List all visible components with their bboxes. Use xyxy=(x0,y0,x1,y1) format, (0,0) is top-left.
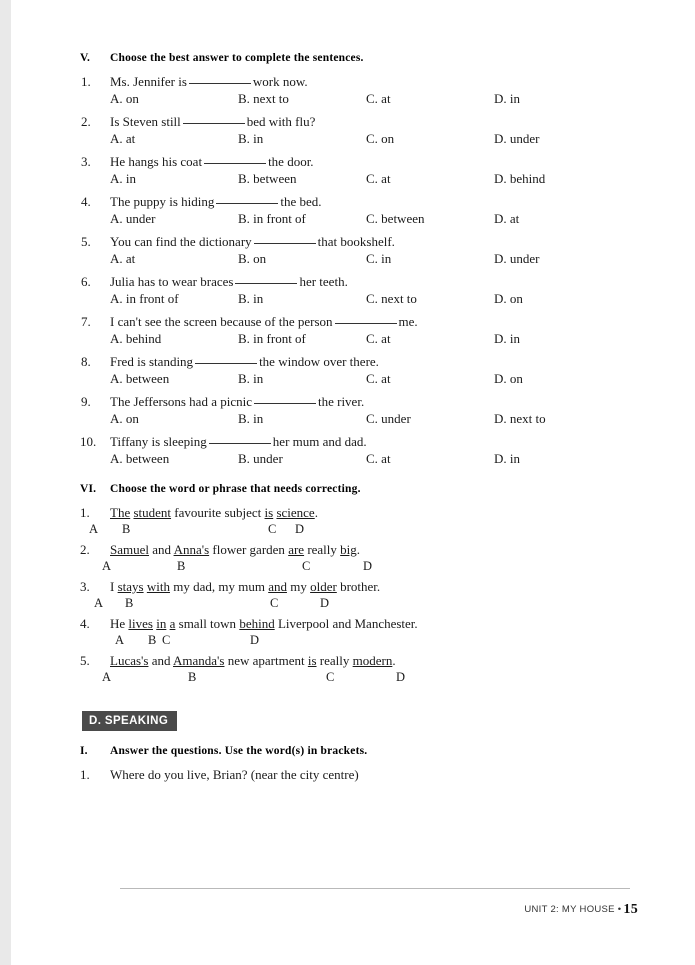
question-post: bed with flu? xyxy=(246,114,316,129)
plain-text: . xyxy=(392,653,396,668)
option-a[interactable]: A. behind xyxy=(110,331,162,346)
plain-text: my dad, my mum xyxy=(169,579,269,594)
section-heading-d-i xyxy=(80,745,640,757)
answer-blank[interactable] xyxy=(195,363,257,364)
option-d[interactable]: D. next to xyxy=(494,411,546,426)
section-number: V. xyxy=(80,52,91,64)
option-b[interactable]: B. on xyxy=(238,251,267,266)
choice-label-d[interactable]: D xyxy=(320,596,330,610)
question-text: Where do you live, Brian? (near the city centre) xyxy=(110,767,359,782)
option-a[interactable]: A. at xyxy=(110,131,136,146)
correction-labels xyxy=(80,633,640,649)
choice-label-b[interactable]: B xyxy=(177,559,186,573)
answer-blank[interactable] xyxy=(254,243,316,244)
option-d[interactable]: D. under xyxy=(494,131,540,146)
option-d[interactable]: D. under xyxy=(494,251,540,266)
choice-label-b[interactable]: B xyxy=(122,522,131,536)
correction-item xyxy=(80,652,640,686)
option-a[interactable]: A. in front of xyxy=(110,291,179,306)
option-b[interactable]: B. next to xyxy=(238,91,289,106)
option-b[interactable]: B. in xyxy=(238,291,264,306)
option-d[interactable]: D. in xyxy=(494,451,520,466)
option-c[interactable]: C. on xyxy=(366,131,395,146)
option-d[interactable]: D. in xyxy=(494,91,520,106)
option-c[interactable]: C. next to xyxy=(366,291,417,306)
underlined-choice[interactable]: is xyxy=(307,653,317,668)
correction-item xyxy=(80,615,640,649)
option-d[interactable]: D. on xyxy=(494,291,523,306)
question-item xyxy=(80,113,640,147)
question-post: the door. xyxy=(268,154,314,169)
option-d[interactable]: D. behind xyxy=(494,171,546,186)
footer-unit-label: UNIT 2: MY HOUSE • xyxy=(524,904,622,915)
section-banner-speaking: D. SPEAKING xyxy=(82,711,177,731)
option-b[interactable]: B. in front of xyxy=(238,211,306,226)
choice-label-d[interactable]: D xyxy=(250,633,260,647)
underlined-choice[interactable]: Anna's xyxy=(173,542,210,557)
option-row xyxy=(80,410,640,427)
option-d[interactable]: D. at xyxy=(494,211,520,226)
question-item xyxy=(80,433,640,467)
option-a[interactable]: A. in xyxy=(110,171,136,186)
choice-label-d[interactable]: D xyxy=(363,559,373,573)
underlined-choice[interactable]: Samuel xyxy=(110,542,149,557)
page-number: 15 xyxy=(623,902,638,917)
question-pre: Ms. Jennifer is xyxy=(110,74,187,89)
correction-sentence xyxy=(110,541,640,559)
option-a[interactable]: A. under xyxy=(110,211,156,226)
section-heading-vi xyxy=(80,483,640,495)
plain-text: Liverpool and Manchester. xyxy=(274,616,418,631)
question-text xyxy=(110,433,640,450)
question-number: 8. xyxy=(81,354,91,369)
underlined-choice[interactable]: are xyxy=(288,542,305,557)
option-c[interactable]: C. at xyxy=(366,331,391,346)
underlined-choice[interactable]: Lucas's xyxy=(110,653,149,668)
option-c[interactable]: C. in xyxy=(366,251,392,266)
question-number: 5. xyxy=(81,234,91,249)
choice-label-b[interactable]: B xyxy=(188,670,197,684)
option-b[interactable]: B. in xyxy=(238,411,264,426)
option-d[interactable]: D. on xyxy=(494,371,523,386)
question-number: 7. xyxy=(81,314,91,329)
choice-label-b[interactable]: B xyxy=(148,633,157,647)
page-content xyxy=(80,52,640,784)
option-c[interactable]: C. under xyxy=(366,411,411,426)
question-post: work now. xyxy=(252,74,308,89)
section-title: Choose the word or phrase that needs correcting. xyxy=(110,483,361,495)
answer-blank[interactable] xyxy=(335,323,397,324)
answer-blank[interactable] xyxy=(235,283,297,284)
question-number: 1. xyxy=(80,767,90,782)
choice-label-a[interactable]: A xyxy=(102,559,112,573)
option-row xyxy=(80,450,640,467)
underlined-choice[interactable]: science xyxy=(276,505,315,520)
question-number: 1. xyxy=(80,505,90,520)
question-number: 4. xyxy=(80,616,90,631)
question-item xyxy=(80,353,640,387)
correction-labels xyxy=(80,670,640,686)
question-pre: Is Steven still xyxy=(110,114,181,129)
question-item xyxy=(80,233,640,267)
plain-text: small town xyxy=(175,616,240,631)
option-b[interactable]: B. in xyxy=(238,131,264,146)
choice-label-c[interactable]: C xyxy=(162,633,171,647)
correction-sentence xyxy=(110,615,640,633)
underlined-choice[interactable]: a xyxy=(169,616,176,631)
question-text xyxy=(110,153,640,170)
question-number: 2. xyxy=(81,114,91,129)
option-d[interactable]: D. in xyxy=(494,331,520,346)
question-post: her mum and dad. xyxy=(272,434,367,449)
section-title: Choose the best answer to complete the sentences. xyxy=(110,52,364,64)
question-item xyxy=(80,393,640,427)
correction-sentence xyxy=(110,652,640,670)
underlined-choice[interactable]: student xyxy=(133,505,172,520)
option-a[interactable]: A. between xyxy=(110,451,170,466)
option-b[interactable]: B. in front of xyxy=(238,331,306,346)
question-item xyxy=(80,313,640,347)
option-a[interactable]: A. on xyxy=(110,411,139,426)
plain-text: really xyxy=(304,542,341,557)
question-number: 9. xyxy=(81,394,91,409)
plain-text: flower garden xyxy=(209,542,289,557)
underlined-choice[interactable]: big xyxy=(340,542,357,557)
question-pre: Julia has to wear braces xyxy=(110,274,234,289)
option-row xyxy=(80,330,640,347)
question-pre: Fred is standing xyxy=(110,354,194,369)
option-c[interactable]: C. at xyxy=(366,371,391,386)
option-row xyxy=(80,210,640,227)
option-b[interactable]: B. between xyxy=(238,171,297,186)
answer-blank[interactable] xyxy=(209,443,271,444)
option-row xyxy=(80,290,640,307)
correction-sentence xyxy=(110,504,640,522)
footer-divider xyxy=(120,888,630,889)
correction-labels xyxy=(80,559,640,575)
question-number: 5. xyxy=(80,653,90,668)
plain-text: new apartment xyxy=(224,653,308,668)
question-post: the bed. xyxy=(280,194,322,209)
section-number: VI. xyxy=(80,483,97,495)
question-post: me. xyxy=(398,314,418,329)
choice-label-c[interactable]: C xyxy=(268,522,277,536)
correction-item xyxy=(80,504,640,538)
option-b[interactable]: B. in xyxy=(238,371,264,386)
question-pre: He hangs his coat xyxy=(110,154,203,169)
question-number: 6. xyxy=(81,274,91,289)
choice-label-c[interactable]: C xyxy=(326,670,335,684)
answer-blank[interactable] xyxy=(189,83,251,84)
question-item xyxy=(80,193,640,227)
page-footer xyxy=(524,902,638,918)
question-text xyxy=(110,73,640,90)
option-a[interactable]: A. between xyxy=(110,371,170,386)
question-text xyxy=(110,393,640,410)
underlined-choice[interactable]: lives xyxy=(128,616,153,631)
question-post: the window over there. xyxy=(259,354,379,369)
choice-label-a[interactable]: A xyxy=(115,633,125,647)
choice-label-a[interactable]: A xyxy=(102,670,112,684)
option-row xyxy=(80,170,640,187)
option-b[interactable]: B. under xyxy=(238,451,283,466)
speaking-banner-wrap xyxy=(80,689,640,745)
plain-text: He xyxy=(110,616,129,631)
question-item xyxy=(80,153,640,187)
option-c[interactable]: C. at xyxy=(366,171,391,186)
question-text xyxy=(110,193,640,210)
correction-item xyxy=(80,541,640,575)
question-pre: The puppy is hiding xyxy=(110,194,215,209)
option-c[interactable]: C. between xyxy=(366,211,425,226)
option-row xyxy=(80,90,640,107)
option-a[interactable]: A. at xyxy=(110,251,136,266)
question-post: that bookshelf. xyxy=(317,234,395,249)
section-title: Answer the questions. Use the word(s) in brackets. xyxy=(110,745,368,757)
question-post: the river. xyxy=(317,394,365,409)
choice-label-c[interactable]: C xyxy=(302,559,311,573)
choice-label-b[interactable]: B xyxy=(125,596,134,610)
question-pre: You can find the dictionary xyxy=(110,234,252,249)
underlined-choice[interactable]: older xyxy=(310,579,337,594)
question-number: 3. xyxy=(81,154,91,169)
question-item xyxy=(80,73,640,107)
question-post: her teeth. xyxy=(299,274,348,289)
section-number: I. xyxy=(80,745,88,757)
underlined-choice[interactable]: The xyxy=(110,505,131,520)
option-row xyxy=(80,130,640,147)
option-row xyxy=(80,370,640,387)
choice-label-a[interactable]: A xyxy=(94,596,104,610)
correction-labels xyxy=(80,596,640,612)
plain-text: my xyxy=(286,579,311,594)
question-number: 4. xyxy=(81,194,91,209)
plain-text: really xyxy=(316,653,353,668)
question-number: 1. xyxy=(81,74,91,89)
correction-item xyxy=(80,578,640,612)
speaking-question-item xyxy=(80,766,640,784)
choice-label-d[interactable]: D xyxy=(396,670,406,684)
choice-label-d[interactable]: D xyxy=(295,522,305,536)
answer-blank[interactable] xyxy=(204,163,266,164)
answer-blank[interactable] xyxy=(183,123,245,124)
answer-blank[interactable] xyxy=(216,203,278,204)
underlined-choice[interactable]: and xyxy=(268,579,287,594)
choice-label-a[interactable]: A xyxy=(89,522,99,536)
question-text xyxy=(110,313,640,330)
question-pre: I can't see the screen because of the person xyxy=(110,314,333,329)
plain-text: . xyxy=(314,505,318,520)
underlined-choice[interactable]: in xyxy=(156,616,167,631)
plain-text: brother. xyxy=(336,579,381,594)
option-row xyxy=(80,250,640,267)
plain-text: . xyxy=(356,542,361,557)
option-c[interactable]: C. at xyxy=(366,451,391,466)
underlined-choice[interactable]: Amanda's xyxy=(173,653,225,668)
underlined-choice[interactable]: is xyxy=(264,505,274,520)
question-pre: The Jeffersons had a picnic xyxy=(110,394,252,409)
question-number: 2. xyxy=(80,542,90,557)
plain-text: and xyxy=(149,542,174,557)
question-text xyxy=(110,233,640,250)
plain-text: I xyxy=(110,579,118,594)
section-heading-v xyxy=(80,52,640,64)
question-text xyxy=(110,273,640,290)
underlined-choice[interactable]: behind xyxy=(239,616,275,631)
plain-text: favourite subject xyxy=(171,505,265,520)
question-item xyxy=(80,273,640,307)
option-c[interactable]: C. at xyxy=(366,91,391,106)
section-vi-questions xyxy=(80,504,640,686)
question-number: 10. xyxy=(80,434,97,449)
choice-label-c[interactable]: C xyxy=(270,596,279,610)
question-text xyxy=(110,353,640,370)
correction-labels xyxy=(80,522,640,538)
question-pre: Tiffany is sleeping xyxy=(110,434,207,449)
underlined-choice[interactable]: with xyxy=(146,579,170,594)
plain-text: and xyxy=(148,653,174,668)
option-a[interactable]: A. on xyxy=(110,91,139,106)
page-left-margin-bar xyxy=(0,0,11,965)
section-v-questions xyxy=(80,73,640,467)
question-text xyxy=(110,113,640,130)
underlined-choice[interactable]: modern xyxy=(352,653,393,668)
question-number: 3. xyxy=(80,579,90,594)
answer-blank[interactable] xyxy=(254,403,316,404)
underlined-choice[interactable]: stays xyxy=(117,579,144,594)
correction-sentence xyxy=(110,578,640,596)
